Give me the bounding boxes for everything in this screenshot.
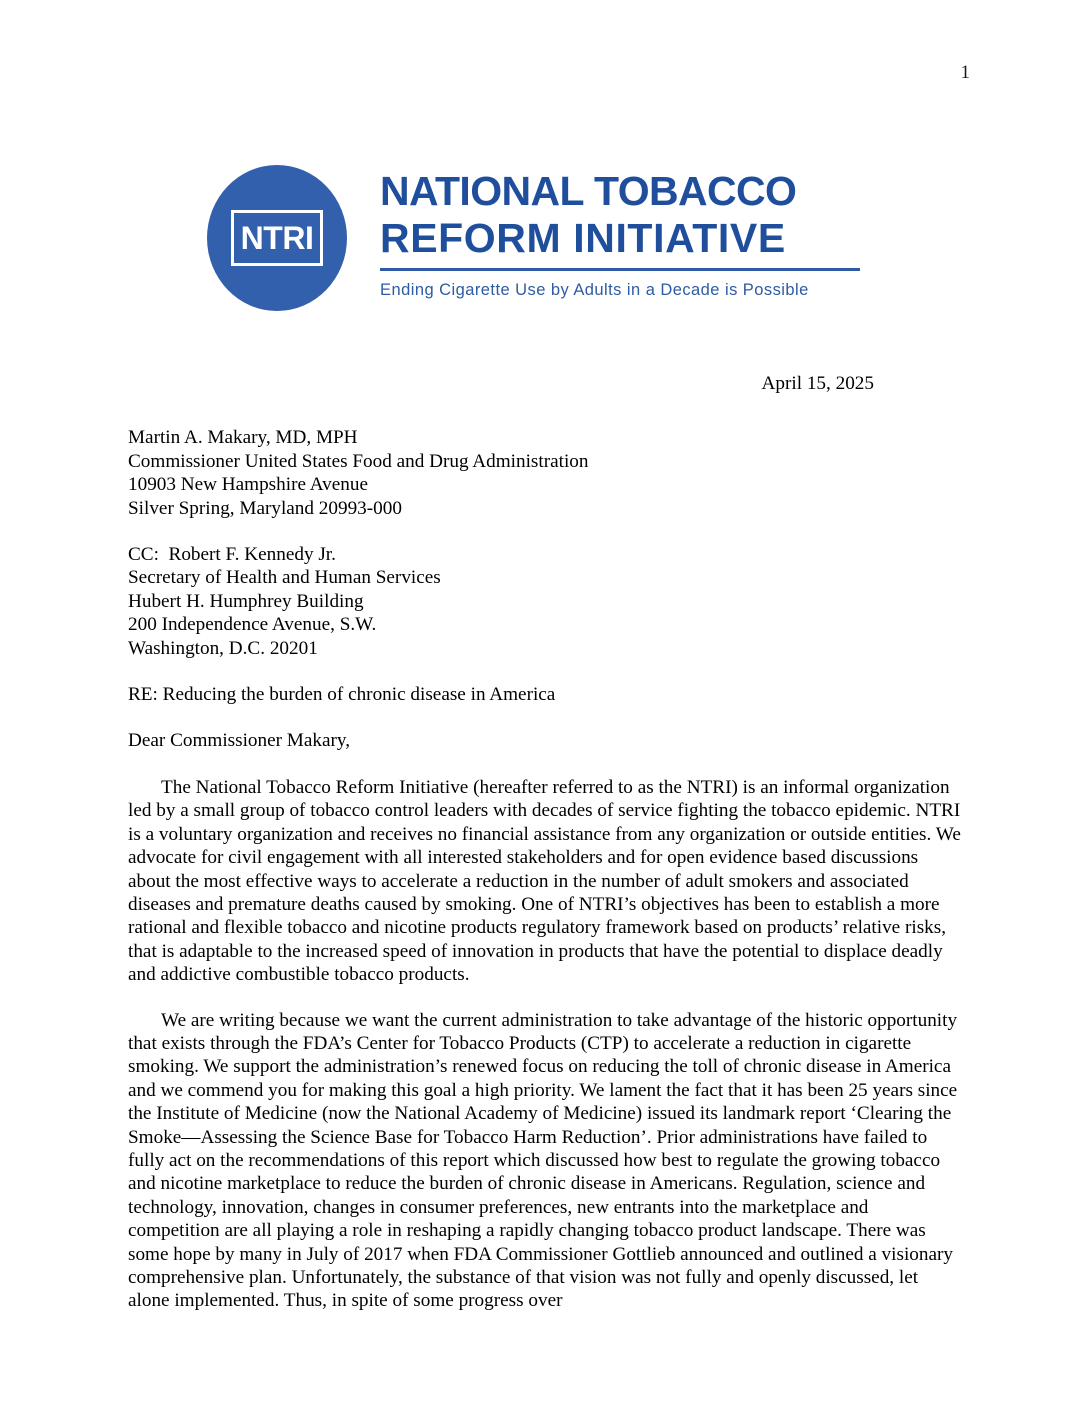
letterhead-divider	[380, 268, 860, 271]
org-name-line-2: REFORM INITIATIVE	[380, 215, 786, 261]
cc-line: CC: Robert F. Kennedy Jr.	[128, 544, 336, 566]
body-paragraph: We are writing because we want the current administration to take advantage of the historic opportunity that exists through the FDA’s Center for Tobacco Products (CTP) to accelerate a reduction in cigarette smoking. We support the administration’s renewed focus on reducing the toll of chronic disease in America and we commend you for making this goal a high priority. We lament the fact that it has been 25 years since the Institute of Medicine (now the National Academy of Medicine) issued its landmark report ‘Clearing the Smoke—Assessing the Science Base for Tobacco Harm Reduction’. Prior administrations have failed to fully act on the recommendations of this report which discussed how best to regulate the growing tobacco and nicotine marketplace to reduce the burden of chronic disease in Americans. Regulation, science and technology, innovation, changes in consumer preferences, new entrants into the marketplace and competition are all playing a role in reshaping a rapidly changing tobacco product landscape. There was some hope by many in July of 2017 when FDA Commissioner Gottlieb announced and outlined a visionary comprehensive plan. Unfortunately, the substance of that vision was not fully and openly discussed, let alone implemented. Thus, in spite of some progress over	[128, 1009, 958, 1312]
subject-line: RE: Reducing the burden of chronic disease in America	[128, 684, 556, 706]
body-paragraph: The National Tobacco Reform Initiative (hereafter referred to as the NTRI) is an informal organization led by a small group of tobacco control leaders with decades of service fighting the tobacco epidemic. NTRI is a voluntary organization and receives no financial assistance from any organization or outside entities. We advocate for civil engagement with all interested stakeholders and for open evidence based discussions about the most effective ways to accelerate a reduction in the number of adult smokers and associated diseases and premature deaths caused by smoking. One of NTRI’s objectives has been to establish a more rational and flexible tobacco and nicotine products regulatory framework based on products’ relative risks, that is adaptable to the increased speed of innovation in products that have the potential to displace deadly and addictive combustible tobacco products.	[128, 776, 961, 986]
ntri-monogram-box	[231, 210, 323, 266]
org-name-line-1: NATIONAL TOBACCO	[380, 168, 797, 214]
cc-address-block	[128, 543, 962, 660]
cc-line: Secretary of Health and Human Services	[128, 567, 441, 589]
letter-date: April 15, 2025	[761, 373, 874, 394]
recipient-address-block	[128, 426, 962, 520]
recipient-line: Commissioner United States Food and Drug Administration	[128, 450, 589, 472]
ntri-logo-icon	[207, 165, 347, 311]
letter-body	[128, 372, 962, 1335]
salutation: Dear Commissioner Makary,	[128, 730, 351, 752]
recipient-line: Silver Spring, Maryland 20993-000	[128, 497, 402, 519]
letterhead	[200, 160, 900, 320]
recipient-line: 10903 New Hampshire Avenue	[128, 474, 368, 496]
page-number: 1	[960, 62, 970, 83]
cc-line: Hubert H. Humphrey Building	[128, 590, 364, 612]
cc-line: Washington, D.C. 20201	[128, 637, 318, 659]
ntri-monogram-text: NTRI	[240, 219, 314, 256]
letterhead-wordmark	[380, 168, 880, 300]
cc-line: 200 Independence Avenue, S.W.	[128, 614, 377, 636]
org-tagline: Ending Cigarette Use by Adults in a Decade is Possible	[380, 281, 809, 299]
recipient-line: Martin A. Makary, MD, MPH	[128, 427, 358, 449]
